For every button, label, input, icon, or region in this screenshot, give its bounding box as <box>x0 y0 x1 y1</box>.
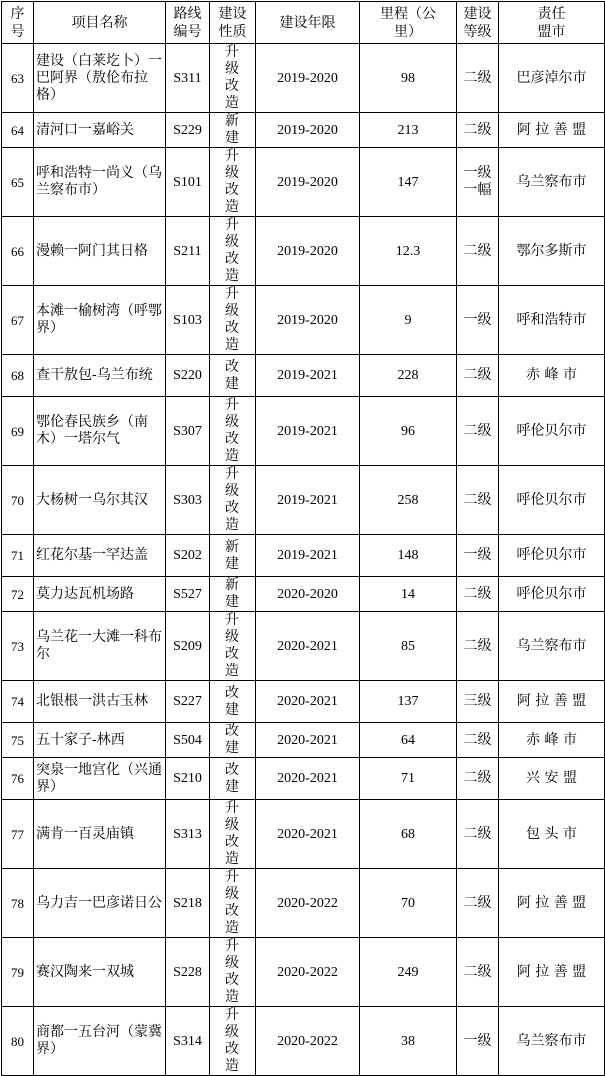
row-city: 呼伦贝尔市 <box>499 397 605 466</box>
row-project-name: 赛汉陶来一双城 <box>34 938 166 1007</box>
row-period: 2020-2021 <box>256 612 360 681</box>
row-project-name: 大杨树一乌尔其汉 <box>34 466 166 535</box>
row-grade: 二级 <box>457 466 499 535</box>
table-row <box>2 148 605 217</box>
row-project-name: 呼和浩特一尚义（乌兰察布市） <box>34 148 166 217</box>
row-grade: 一级 <box>457 535 499 577</box>
row-period: 2019-2020 <box>256 148 360 217</box>
table-row <box>2 286 605 355</box>
row-period: 2020-2021 <box>256 681 360 723</box>
row-grade: 一级一幅 <box>457 148 499 217</box>
row-route-code: S527 <box>166 577 210 612</box>
row-route-code: S209 <box>166 612 210 681</box>
row-city: 乌兰察布市 <box>499 148 605 217</box>
row-seq: 74 <box>2 681 34 723</box>
road-projects-table <box>1 1 605 1076</box>
row-seq: 79 <box>2 938 34 1007</box>
row-period: 2020-2021 <box>256 723 360 758</box>
table-row <box>2 681 605 723</box>
table-row <box>2 577 605 612</box>
row-mileage: 147 <box>360 148 457 217</box>
row-nature: 改 建 <box>210 355 256 397</box>
row-project-name: 突泉一地宫化（兴通界） <box>34 758 166 800</box>
row-city: 鄂尔多斯市 <box>499 217 605 286</box>
row-nature: 新 建 <box>210 535 256 577</box>
row-city: 包 头 市 <box>499 800 605 869</box>
row-seq: 75 <box>2 723 34 758</box>
row-period: 2019-2020 <box>256 286 360 355</box>
table-row <box>2 800 605 869</box>
row-nature: 升 级 改 造 <box>210 148 256 217</box>
row-project-name: 莫力达瓦机场路 <box>34 577 166 612</box>
row-seq: 69 <box>2 397 34 466</box>
row-period: 2019-2021 <box>256 397 360 466</box>
row-seq: 73 <box>2 612 34 681</box>
row-nature: 新 建 <box>210 577 256 612</box>
row-nature: 升 级 改 造 <box>210 800 256 869</box>
row-seq: 76 <box>2 758 34 800</box>
header-nature: 建设性质 <box>210 2 256 44</box>
row-grade: 二级 <box>457 938 499 1007</box>
row-city: 赤 峰 市 <box>499 355 605 397</box>
row-grade: 二级 <box>457 612 499 681</box>
header-name: 项目名称 <box>34 2 166 44</box>
row-nature: 升 级 改 造 <box>210 466 256 535</box>
row-period: 2019-2020 <box>256 217 360 286</box>
row-city: 赤 峰 市 <box>499 723 605 758</box>
row-project-name: 满肯一百灵庙镇 <box>34 800 166 869</box>
row-mileage: 258 <box>360 466 457 535</box>
header-period: 建设年限 <box>256 2 360 44</box>
row-city: 乌兰察布市 <box>499 612 605 681</box>
row-grade: 二级 <box>457 44 499 113</box>
row-grade: 二级 <box>457 577 499 612</box>
row-mileage: 64 <box>360 723 457 758</box>
row-seq: 68 <box>2 355 34 397</box>
row-seq: 77 <box>2 800 34 869</box>
row-period: 2020-2022 <box>256 1007 360 1076</box>
row-project-name: 查干敖包-乌兰布统 <box>34 355 166 397</box>
row-route-code: S210 <box>166 758 210 800</box>
row-grade: 一级 <box>457 1007 499 1076</box>
row-period: 2019-2021 <box>256 466 360 535</box>
row-period: 2019-2020 <box>256 113 360 148</box>
row-grade: 二级 <box>457 397 499 466</box>
row-nature: 升 级 改 造 <box>210 44 256 113</box>
row-route-code: S202 <box>166 535 210 577</box>
row-project-name: 五十家子-林西 <box>34 723 166 758</box>
row-mileage: 71 <box>360 758 457 800</box>
row-route-code: S313 <box>166 800 210 869</box>
row-nature: 升 级 改 造 <box>210 938 256 1007</box>
table-row <box>2 723 605 758</box>
row-grade: 三级 <box>457 681 499 723</box>
row-city: 乌兰察布市 <box>499 1007 605 1076</box>
row-route-code: S303 <box>166 466 210 535</box>
row-mileage: 213 <box>360 113 457 148</box>
table-row <box>2 44 605 113</box>
row-nature: 改 建 <box>210 723 256 758</box>
row-period: 2019-2020 <box>256 44 360 113</box>
row-project-name: 建设（白莱圪卜）一巴阿界（敖伦布拉格） <box>34 44 166 113</box>
row-seq: 71 <box>2 535 34 577</box>
table-body <box>2 44 605 1076</box>
row-city: 兴 安 盟 <box>499 758 605 800</box>
row-city: 阿 拉 善 盟 <box>499 113 605 148</box>
row-grade: 二级 <box>457 723 499 758</box>
row-mileage: 38 <box>360 1007 457 1076</box>
row-route-code: S504 <box>166 723 210 758</box>
row-mileage: 12.3 <box>360 217 457 286</box>
row-nature: 改 建 <box>210 758 256 800</box>
header-code: 路线编号 <box>166 2 210 44</box>
row-grade: 二级 <box>457 113 499 148</box>
row-city: 阿 拉 善 盟 <box>499 869 605 938</box>
row-city: 阿 拉 善 盟 <box>499 681 605 723</box>
row-seq: 80 <box>2 1007 34 1076</box>
row-city: 呼和浩特市 <box>499 286 605 355</box>
row-period: 2020-2021 <box>256 800 360 869</box>
row-mileage: 85 <box>360 612 457 681</box>
row-city: 巴彦淖尔市 <box>499 44 605 113</box>
row-seq: 70 <box>2 466 34 535</box>
row-route-code: S229 <box>166 113 210 148</box>
row-route-code: S314 <box>166 1007 210 1076</box>
row-period: 2020-2022 <box>256 869 360 938</box>
row-route-code: S227 <box>166 681 210 723</box>
row-period: 2019-2021 <box>256 535 360 577</box>
row-route-code: S211 <box>166 217 210 286</box>
row-seq: 63 <box>2 44 34 113</box>
row-city: 呼伦贝尔市 <box>499 535 605 577</box>
row-project-name: 红花尔基一罕达盖 <box>34 535 166 577</box>
row-mileage: 249 <box>360 938 457 1007</box>
row-nature: 升 级 改 造 <box>210 1007 256 1076</box>
row-project-name: 鄂伦春民族乡（南木）一塔尔气 <box>34 397 166 466</box>
row-grade: 二级 <box>457 217 499 286</box>
header-mileage: 里程（公里） <box>360 2 457 44</box>
row-route-code: S220 <box>166 355 210 397</box>
row-mileage: 9 <box>360 286 457 355</box>
row-seq: 72 <box>2 577 34 612</box>
row-project-name: 商都一五台河（蒙冀界） <box>34 1007 166 1076</box>
row-mileage: 228 <box>360 355 457 397</box>
row-project-name: 漫赖一阿门其日格 <box>34 217 166 286</box>
row-grade: 二级 <box>457 758 499 800</box>
header-grade: 建设等级 <box>457 2 499 44</box>
row-mileage: 96 <box>360 397 457 466</box>
row-grade: 二级 <box>457 869 499 938</box>
row-period: 2020-2022 <box>256 938 360 1007</box>
row-mileage: 70 <box>360 869 457 938</box>
row-project-name: 乌力吉一巴彦诺日公 <box>34 869 166 938</box>
row-grade: 二级 <box>457 355 499 397</box>
table-row <box>2 355 605 397</box>
table-row <box>2 612 605 681</box>
table-row <box>2 535 605 577</box>
row-route-code: S218 <box>166 869 210 938</box>
row-mileage: 68 <box>360 800 457 869</box>
table-row <box>2 466 605 535</box>
row-nature: 升 级 改 造 <box>210 286 256 355</box>
row-nature: 改 建 <box>210 681 256 723</box>
header-city: 责任盟市 <box>499 2 605 44</box>
header-row <box>2 2 605 44</box>
row-route-code: S307 <box>166 397 210 466</box>
row-period: 2020-2021 <box>256 758 360 800</box>
row-nature: 新 建 <box>210 113 256 148</box>
row-city: 呼伦贝尔市 <box>499 577 605 612</box>
row-mileage: 137 <box>360 681 457 723</box>
row-project-name: 北银根一洪古玉林 <box>34 681 166 723</box>
row-route-code: S101 <box>166 148 210 217</box>
row-seq: 64 <box>2 113 34 148</box>
row-grade: 一级 <box>457 286 499 355</box>
header-seq: 序号 <box>2 2 34 44</box>
row-route-code: S228 <box>166 938 210 1007</box>
row-seq: 67 <box>2 286 34 355</box>
row-nature: 升 级 改 造 <box>210 397 256 466</box>
row-seq: 78 <box>2 869 34 938</box>
row-mileage: 14 <box>360 577 457 612</box>
row-city: 阿 拉 善 盟 <box>499 938 605 1007</box>
row-mileage: 148 <box>360 535 457 577</box>
row-period: 2020-2020 <box>256 577 360 612</box>
row-nature: 升 级 改 造 <box>210 869 256 938</box>
table-row <box>2 758 605 800</box>
row-seq: 66 <box>2 217 34 286</box>
row-route-code: S103 <box>166 286 210 355</box>
table-row <box>2 397 605 466</box>
row-period: 2019-2021 <box>256 355 360 397</box>
row-nature: 升 级 改 造 <box>210 217 256 286</box>
table-row <box>2 869 605 938</box>
table-row <box>2 938 605 1007</box>
row-mileage: 98 <box>360 44 457 113</box>
row-project-name: 清河口一嘉峪关 <box>34 113 166 148</box>
row-grade: 二级 <box>457 800 499 869</box>
row-route-code: S311 <box>166 44 210 113</box>
row-project-name: 本滩一榆树湾（呼鄂界） <box>34 286 166 355</box>
row-nature: 升 级 改 造 <box>210 612 256 681</box>
table-row <box>2 1007 605 1076</box>
row-project-name: 乌兰花一大滩一科布尔 <box>34 612 166 681</box>
table-row <box>2 217 605 286</box>
table-row <box>2 113 605 148</box>
row-seq: 65 <box>2 148 34 217</box>
row-city: 呼伦贝尔市 <box>499 466 605 535</box>
